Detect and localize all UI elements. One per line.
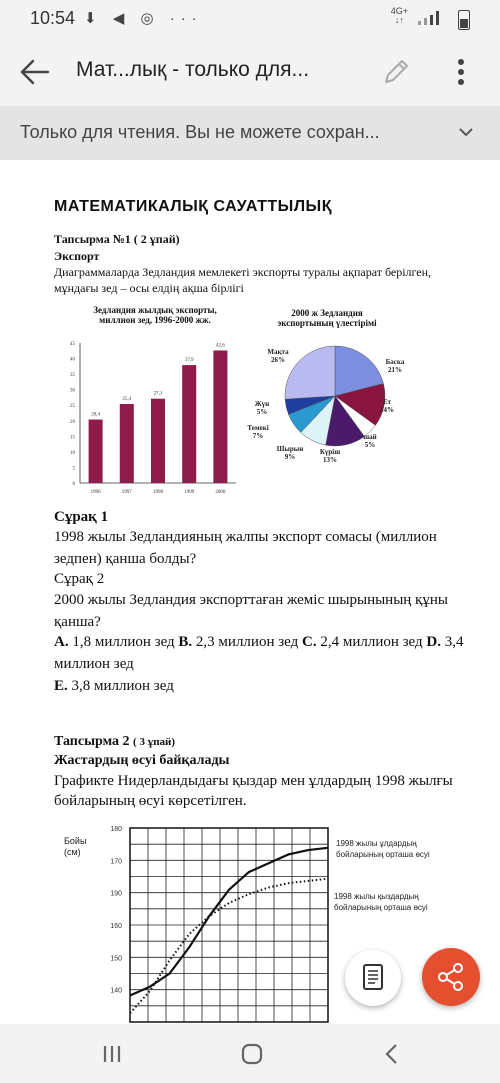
pie-slice-label: Шырын 9% <box>276 445 304 461</box>
bar <box>151 399 165 483</box>
graph-y-tick: 180 <box>110 826 122 833</box>
bar-y-tick: 45 <box>70 342 75 347</box>
pie-slice-label: Баска 21% <box>385 358 405 374</box>
doc-heading: МАТЕМАТИКАЛЫҚ САУАТТЫЛЫҚ <box>54 198 332 215</box>
document-title: Мат...лық - только для... <box>76 58 310 81</box>
back-arrow-icon[interactable] <box>14 52 54 92</box>
edit-pencil-icon[interactable] <box>378 54 414 90</box>
bar-y-tick: 25 <box>70 404 75 410</box>
answer-d-letter: D. <box>426 634 441 650</box>
notification-icons: ⬇ ◀ ◎ ··· <box>84 10 203 27</box>
answer-b: 2,3 миллион зед <box>192 634 302 650</box>
bar <box>89 420 103 483</box>
bar-value-label: 37,9 <box>184 358 194 364</box>
pie-slice-label: Мақта 26% <box>267 348 289 364</box>
task2-description: Графикте Нидерландыдағы қыздар мен ұлдардың 1998 жылғы бойларының өсуі көрсетілген. <box>54 773 453 809</box>
question-2-title: Сұрақ 2 <box>54 571 105 587</box>
bar <box>213 350 227 483</box>
back-nav-icon[interactable] <box>378 1040 406 1068</box>
answer-d: 3,4 миллион зед <box>54 634 464 672</box>
task2-title: Тапсырма 2 ( 3 ұпай) <box>54 734 176 749</box>
growth-series-line <box>130 879 328 1013</box>
read-only-banner[interactable] <box>0 106 500 160</box>
pie-slice-label: шай 5% <box>363 433 377 449</box>
document-page <box>0 160 500 1024</box>
app-bar <box>0 36 500 106</box>
pie-slice-label: Жүн 5% <box>254 400 270 416</box>
pie-chart-title: 2000 ж Зедландия экспортының үлестірімі <box>277 308 377 328</box>
question-2-text: 2000 жылы Зедландия экспорттаған жеміс шырынының құны қанша? <box>54 592 448 630</box>
share-icon <box>422 948 480 1006</box>
answer-c-letter: С. <box>301 634 317 650</box>
export-bar-chart <box>58 335 238 500</box>
growth-title: Жастардың өсуі байқалады <box>54 753 230 768</box>
bar-chart-title: Зедландия жылдық экспорты, миллион зед, 1996-2000 жж. <box>93 305 217 325</box>
status-time: 10:54 <box>30 8 76 28</box>
graph-y-tick: 190 <box>110 890 122 898</box>
recent-apps-icon[interactable] <box>98 1040 126 1068</box>
answer-b-letter: В. <box>178 634 193 650</box>
pie-slice-label: Темекі 7% <box>247 424 269 440</box>
bar-y-tick: 15 <box>70 435 75 441</box>
answer-a-letter: А. <box>54 634 69 650</box>
pie-slice-label: Күріш 13% <box>319 448 341 464</box>
legend-boys: 1998 жылы ұлдардың бойларының орташа өсуі <box>336 839 430 859</box>
bar-value-label: 42,6 <box>216 343 225 349</box>
bar-x-tick: 1996 <box>90 490 101 495</box>
bar-x-tick: 1997 <box>121 490 132 495</box>
graph-y-tick: 140 <box>110 987 122 995</box>
graph-y-label: Бойы (см) <box>64 836 87 857</box>
graph-y-tick: 170 <box>110 858 122 866</box>
signal-icon <box>416 11 442 25</box>
answer-e-letter: Е. <box>54 678 68 694</box>
bar-y-tick: 0 <box>72 482 75 487</box>
export-label: Экспорт <box>54 249 100 263</box>
document-icon <box>345 950 401 1006</box>
status-bar <box>0 0 500 36</box>
bar-y-tick: 5 <box>72 466 75 472</box>
bar <box>120 404 134 483</box>
answer-a: 1,8 миллион зед <box>68 634 179 650</box>
document-view-button[interactable] <box>345 950 401 1006</box>
task1-description: Диаграммаларда Зедландия мемлекеті экспорты туралы ақпарат берілген, мұндағы зед – осы елдің ақша бірлігі <box>54 265 432 295</box>
bar-y-tick: 30 <box>70 388 75 394</box>
bar-x-tick: 1999 <box>184 490 195 495</box>
task1-title: Тапсырма №1 ( 2 ұпай) <box>54 232 180 246</box>
share-button[interactable] <box>422 948 480 1006</box>
question-1-title: Сұрақ 1 <box>54 509 109 525</box>
graph-y-tick: 160 <box>110 923 122 930</box>
bar-value-label: 20,4 <box>91 412 100 418</box>
bar-x-tick: 2000 <box>215 490 226 495</box>
home-icon[interactable] <box>238 1040 266 1068</box>
bar <box>182 365 196 483</box>
battery-icon <box>458 10 470 30</box>
bar-value-label: 25,4 <box>122 396 132 402</box>
answer-c: 2,4 миллион зед <box>316 634 427 650</box>
read-only-message: Только для чтения. Вы не можете сохран... <box>20 122 380 142</box>
bar-y-tick: 35 <box>70 373 75 379</box>
answer-options <box>54 631 474 697</box>
bar-y-tick: 20 <box>70 419 75 425</box>
network-type-icon: 4G+ ↓↑ <box>390 6 408 25</box>
legend-girls: 1998 жылы қыздардың бойларының орташа өсуі <box>334 892 428 912</box>
pie-slice-label: Ет 14% <box>380 398 394 414</box>
bar-value-label: 27,1 <box>153 391 163 397</box>
answer-e: 3,8 миллион зед <box>67 678 174 694</box>
graph-y-tick: 150 <box>110 955 122 963</box>
task2-points: ( 3 ұпай) <box>133 736 176 748</box>
system-nav-bar <box>0 1024 500 1083</box>
question-1-text: 1998 жылы Зедландияның жалпы экспорт сомасы (миллион зедпен) қанша болды? <box>54 529 437 567</box>
bar-y-tick: 40 <box>70 357 75 363</box>
chevron-down-icon[interactable] <box>456 122 476 142</box>
more-vert-icon[interactable] <box>446 54 476 90</box>
bar-x-tick: 1998 <box>153 490 163 495</box>
bar-y-tick: 10 <box>70 450 75 456</box>
